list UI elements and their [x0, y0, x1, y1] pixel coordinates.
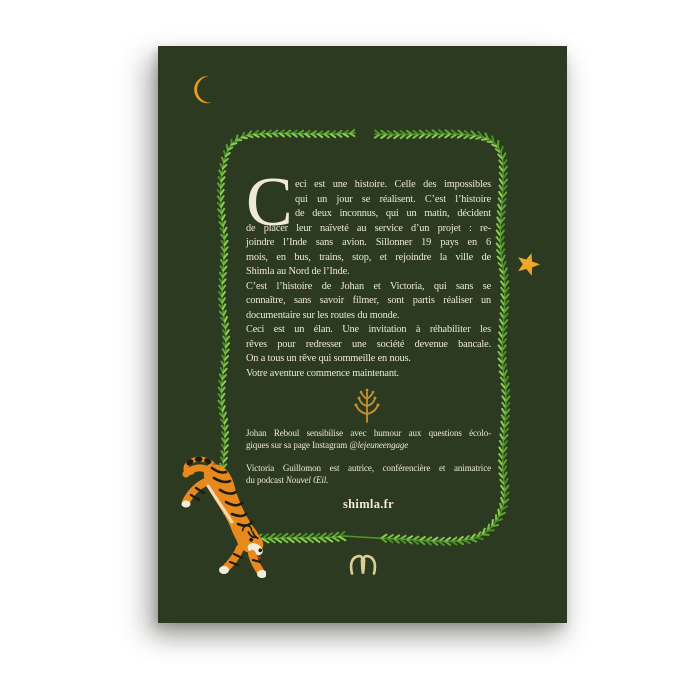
body-line: C’est l’histoire de Johan et Victoria, qui sans se	[246, 280, 491, 292]
website-url: shimla.fr	[343, 497, 394, 511]
gold-sprig-ornament	[349, 386, 385, 424]
body-line: eci est une histoire. Celle des impossibles	[295, 179, 491, 190]
publisher-monogram-icon	[348, 551, 378, 578]
crescent-moon-icon	[194, 75, 218, 105]
credit-line: du podcast Nouvel Œil.	[246, 475, 329, 486]
body-line: de placer leur naïveté au service d’un projet : re-	[246, 222, 491, 234]
body-line: Ceci est un élan. Une invitation à réhabiliter les	[246, 324, 491, 335]
credits	[246, 427, 491, 487]
credit-line: giques sur sa page Instagram @lejeuneengage	[246, 440, 409, 451]
body-line: mois, en bus, trains, stop, et rejoindre la ville de	[246, 251, 491, 263]
book-back-cover	[158, 46, 567, 623]
body-line: rêves pour redresser une société devenue bancale.	[246, 338, 491, 350]
body-line: qui un jour se réalisent. C’est l’histoire	[295, 193, 491, 205]
body-text	[246, 164, 491, 381]
body-line: documentaire sur les routes du monde.	[246, 309, 400, 321]
star-icon	[514, 250, 542, 278]
drop-cap: C	[246, 164, 293, 241]
credit-line: Johan Reboul sensibilise avec humour aux questions écolo-	[246, 428, 491, 438]
credit-line: Victoria Guillomon est autrice, conférencière et animatrice	[246, 462, 491, 473]
body-line: joindre l’Inde sans avion. Sillonner 19 pays en 6	[246, 237, 491, 248]
bare-stem	[344, 536, 376, 538]
body-line: connaître, sans savoir filmer, sont partis réaliser un	[246, 295, 491, 306]
body-line: Shimla au Nord de l’Inde.	[246, 266, 350, 277]
body-line: On a tous un rêve qui sommeille en nous.	[246, 353, 411, 364]
body-line: Votre aventure commence maintenant.	[246, 367, 399, 379]
body-line: de deux inconnus, qui un matin, décident	[295, 208, 491, 219]
